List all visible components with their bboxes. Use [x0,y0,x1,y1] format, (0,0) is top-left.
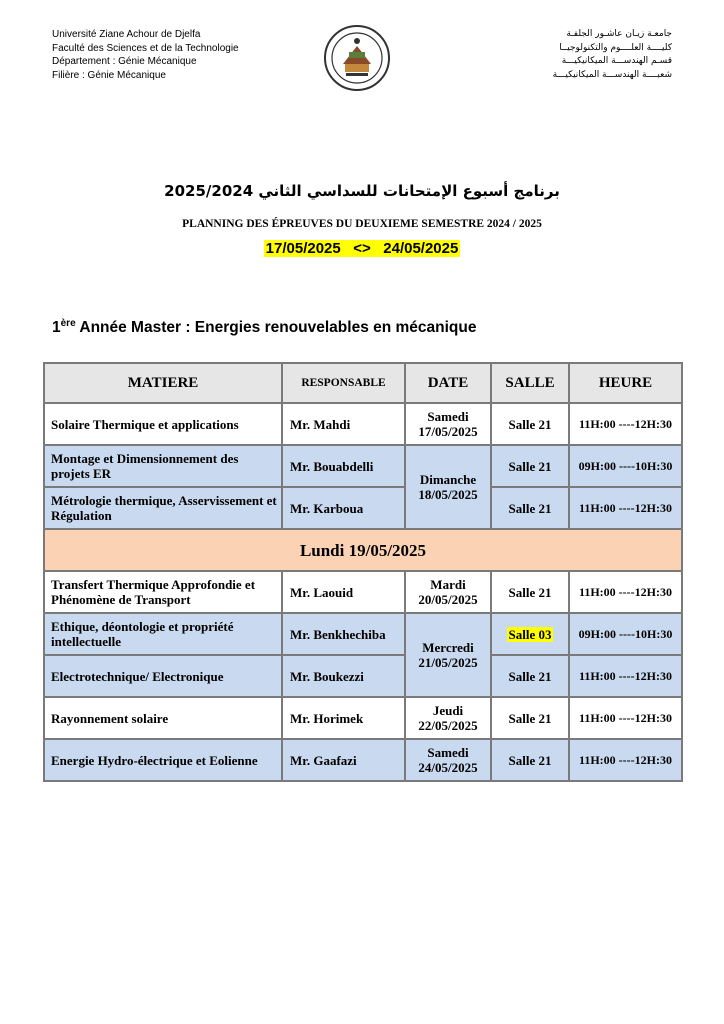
date-value: 22/05/2025 [418,718,478,733]
table-row [44,445,682,487]
cell-matiere: Transfert Thermique Approfondie et Phénomène de Transport [44,571,282,613]
cell-date [405,613,491,697]
cell-heure: 11H:00 ----12H:30 [569,739,682,781]
cell-salle: Salle 21 [491,655,569,697]
date-day: Mardi [430,577,466,592]
cell-matiere: Electrotechnique/ Electronique [44,655,282,697]
cell-responsable: Mr. Bouabdelli [282,445,405,487]
cell-heure: 11H:00 ----12H:30 [569,697,682,739]
faculty-name-ar: كليــــة العلــــوم والتكنولوجيــا [559,42,672,53]
university-name-ar: جامعـة زيـان عاشـور الجلفـة [566,29,672,39]
table-row [44,655,682,697]
cell-date [405,697,491,739]
cell-responsable: Mr. Laouid [282,571,405,613]
date-day: Jeudi [432,703,464,718]
cell-matiere: Métrologie thermique, Asservissement et Régulation [44,487,282,529]
cell-salle: Salle 21 [491,445,569,487]
level-program: Année Master : Energies renouvelables en mécanique [75,319,477,337]
cell-salle: Salle 21 [491,739,569,781]
cell-heure: 11H:00 ----12H:30 [569,487,682,529]
cell-date [405,445,491,529]
cell-responsable: Mr. Karboua [282,487,405,529]
date-value: 21/05/2025 [418,655,478,670]
level-title [52,318,476,337]
title-arabic: برنامج أسبوع الإمتحانات للسداسي الثاني 2025/2024 [164,182,560,200]
cell-heure: 09H:00 ----10H:30 [569,613,682,655]
cell-responsable: Mr. Horimek [282,697,405,739]
cell-responsable: Mr. Boukezzi [282,655,405,697]
cell-responsable: Mr. Mahdi [282,403,405,445]
table-row [44,571,682,613]
highlighted-salle: Salle 03 [508,626,552,642]
header-matiere: MATIERE [44,363,282,403]
date-day: Mercredi [422,640,474,655]
table-row [44,613,682,655]
header-responsable: RESPONSABLE [282,363,405,403]
header-date: DATE [405,363,491,403]
cell-matiere: Montage et Dimensionnement des projets ER [44,445,282,487]
faculty-name-fr: Faculté des Sciences et de la Technologie [52,42,239,54]
cell-salle: Salle 21 [491,571,569,613]
university-logo-icon [323,24,391,92]
cell-heure: 09H:00 ----10H:30 [569,445,682,487]
title-french: PLANNING DES ÉPREUVES DU DEUXIEME SEMESTRE 2024 / 2025 [182,218,542,230]
date-value: 18/05/2025 [418,487,478,502]
table-row [44,697,682,739]
exam-period [0,240,724,257]
cell-matiere: Solaire Thermique et applications [44,403,282,445]
cell-date [405,403,491,445]
date-day: Samedi [427,409,469,424]
table-header-row [44,363,682,403]
cell-responsable: Mr. Benkhechiba [282,613,405,655]
table-row [44,487,682,529]
holiday-row [44,529,682,571]
cell-heure: 11H:00 ----12H:30 [569,571,682,613]
cell-responsable: Mr. Gaafazi [282,739,405,781]
exam-schedule-table [43,362,683,782]
cell-matiere: Energie Hydro-électrique et Eolienne [44,739,282,781]
field-name-ar: شعبــــة الهندســـة الميكانيكيـــة [552,69,672,80]
holiday-label: Lundi 19/05/2025 [44,529,682,571]
cell-matiere: Rayonnement solaire [44,697,282,739]
department-name-fr: Département : Génie Mécanique [52,56,197,67]
header-heure: HEURE [569,363,682,403]
cell-salle: Salle 21 [491,697,569,739]
table-row [44,403,682,445]
date-value: 17/05/2025 [418,424,478,439]
date-value: 20/05/2025 [418,592,478,607]
level-superscript: ère [60,318,76,329]
date-value: 24/05/2025 [418,760,478,775]
header-left [52,28,239,82]
field-name-fr: Filière : Génie Mécanique [52,69,166,81]
department-name-ar: قسـم الهندســـة الميكانيكيـــة [561,56,672,66]
header-right [553,28,672,82]
cell-date [405,739,491,781]
cell-matiere: Ethique, déontologie et propriété intellectuelle [44,613,282,655]
cell-salle: Salle 21 [491,487,569,529]
cell-salle: Salle 21 [491,403,569,445]
cell-heure: 11H:00 ----12H:30 [569,655,682,697]
date-day: Dimanche [419,472,477,487]
header-salle: SALLE [491,363,569,403]
level-number: 1 [52,319,61,337]
table-row [44,739,682,781]
university-name-fr: Université Ziane Achour de Djelfa [52,29,201,40]
date-day: Samedi [427,745,469,760]
cell-heure: 11H:00 ----12H:30 [569,403,682,445]
exam-period-dates: 17/05/2025 <> 24/05/2025 [265,240,459,257]
cell-salle [491,613,569,655]
cell-date [405,571,491,613]
